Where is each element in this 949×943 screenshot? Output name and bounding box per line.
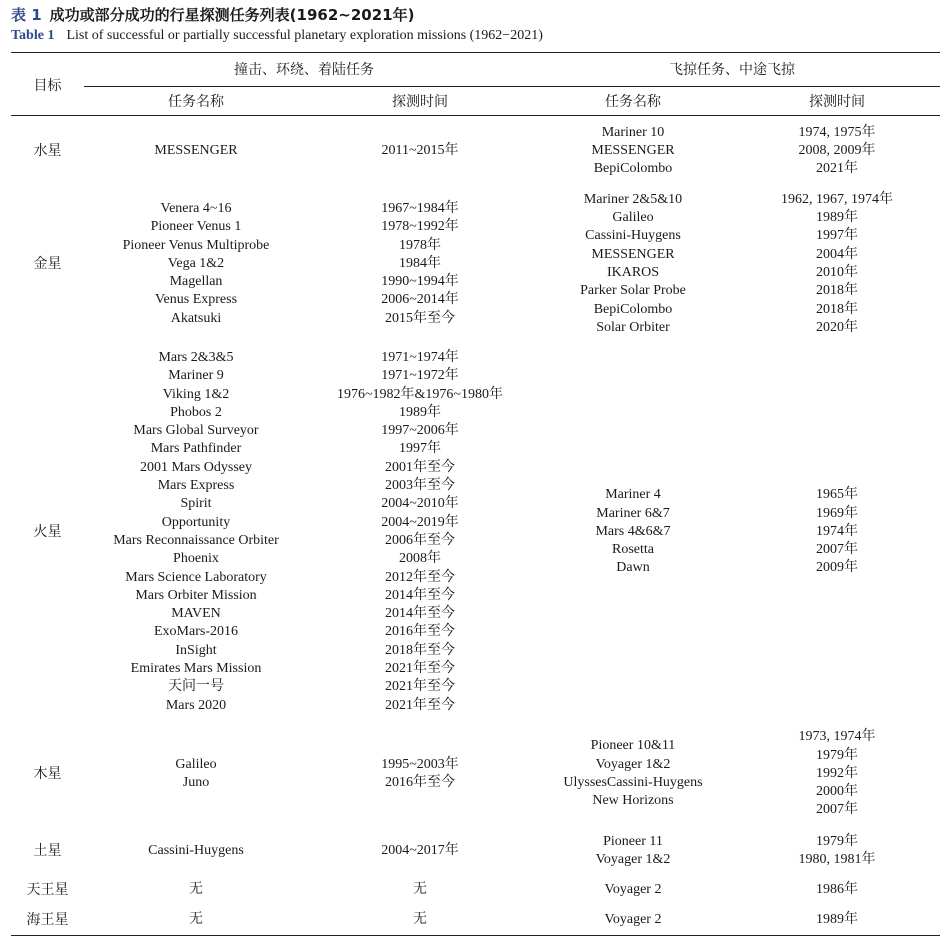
- cell-line: 1962, 1967, 1974年: [781, 191, 893, 207]
- cell-line: Dawn: [616, 560, 650, 576]
- orbit-times-cell: [308, 881, 532, 899]
- cell-line: Pioneer Venus Multiprobe: [122, 237, 270, 253]
- cell-line: Pioneer 11: [603, 833, 663, 849]
- cell-line: 2014年至今: [385, 587, 455, 603]
- cell-line: Mars Reconnaissance Orbiter: [113, 532, 279, 548]
- cell-line: MAVEN: [171, 606, 221, 622]
- cell-line: 1980, 1981年: [798, 851, 876, 867]
- cell-line: Venera 4~16: [160, 200, 232, 216]
- orbit-names-cell: [84, 200, 308, 328]
- cell-line: Galileo: [175, 756, 217, 772]
- cell-line: 1997年: [399, 441, 441, 457]
- flyby-names-cell: [532, 911, 734, 929]
- cell-line: 2007年: [816, 542, 858, 558]
- cell-line: Phoenix: [173, 551, 219, 567]
- cell-line: MESSENGER: [591, 142, 675, 158]
- cell-line: Opportunity: [161, 514, 231, 530]
- cell-line: 1976~1982年&1976~1980年: [336, 386, 504, 402]
- cell-line: Spirit: [180, 496, 212, 512]
- flyby-names-cell: [532, 737, 734, 810]
- cell-line: 2021年至今: [385, 679, 455, 695]
- target-label: 土星: [33, 842, 62, 859]
- orbit-names-cell: [84, 911, 308, 929]
- cell-line: 2008, 2009年: [798, 142, 876, 158]
- cell-line: Viking 1&2: [162, 386, 230, 402]
- flyby-names-cell: [532, 191, 734, 337]
- cell-line: 1992年: [816, 765, 858, 781]
- cell-line: Emirates Mars Mission: [130, 661, 262, 677]
- cell-line: Pioneer Venus 1: [150, 219, 242, 235]
- cell-line: Mars Orbiter Mission: [135, 587, 257, 603]
- cell-line: ExoMars-2016: [154, 624, 238, 640]
- cell-line: Mars 4&6&7: [595, 523, 671, 539]
- cell-line: Mariner 4: [605, 487, 661, 503]
- flyby-times-cell: [734, 911, 940, 929]
- cell-line: MESSENGER: [154, 142, 238, 158]
- header-flyby-time: 探测时间: [809, 94, 865, 110]
- orbit-times-cell: [308, 349, 532, 715]
- table-caption-en: [11, 28, 543, 44]
- target-label: 木星: [33, 765, 62, 782]
- cell-line: Mariner 10: [601, 124, 665, 140]
- cell-line: 1973, 1974年: [798, 729, 876, 745]
- header-group-rule: [84, 86, 940, 87]
- header-orbit-time: 探测时间: [392, 94, 448, 110]
- cell-line: 1997年: [816, 228, 858, 244]
- cell-line: 2021年至今: [385, 697, 455, 713]
- cell-line: 1989年: [816, 911, 858, 927]
- cell-line: 1979年: [816, 833, 858, 849]
- cell-line: 1967~1984年: [381, 200, 459, 216]
- flyby-times-cell: [734, 881, 940, 899]
- header-bottom-rule: [11, 115, 940, 116]
- header-orbit-name: 任务名称: [168, 94, 224, 110]
- flyby-names-cell: [532, 486, 734, 577]
- orbit-times-cell: [308, 842, 532, 860]
- header-group-orbit: 撞击、环绕、着陆任务: [234, 62, 374, 78]
- cell-line: 1969年: [816, 505, 858, 521]
- cell-line: 2015年至今: [385, 310, 455, 326]
- orbit-names-cell: [84, 881, 308, 899]
- cell-line: Mariner 2&5&10: [583, 191, 683, 207]
- table-caption-cn: [11, 4, 414, 25]
- cell-line: Mars 2&3&5: [158, 350, 234, 365]
- flyby-times-cell: [734, 191, 940, 337]
- cell-line: 1997~2006年: [381, 423, 459, 439]
- table-bottom-rule: [11, 935, 940, 936]
- cell-line: Mars Express: [157, 478, 235, 494]
- flyby-times-cell: [734, 124, 940, 179]
- cell-line: 2020年: [816, 319, 858, 335]
- cell-line: InSight: [175, 642, 217, 658]
- cell-line: Mariner 9: [168, 368, 224, 384]
- cell-line: 2018年: [816, 283, 858, 299]
- cell-line: 1990~1994年: [381, 274, 459, 290]
- cell-line: 无: [189, 911, 203, 927]
- cell-line: UlyssesCassini-Huygens: [563, 774, 703, 790]
- header-group-flyby: 飞掠任务、中途飞掠: [669, 62, 795, 78]
- cell-line: 2014年至今: [385, 606, 455, 622]
- orbit-names-cell: [84, 842, 308, 860]
- cell-line: 2004~2017年: [381, 842, 459, 858]
- cell-line: 1995~2003年: [381, 756, 459, 772]
- target-cell: [11, 255, 84, 273]
- table-top-rule: [11, 52, 940, 53]
- cell-line: 1986年: [816, 881, 858, 897]
- flyby-times-cell: [734, 833, 940, 870]
- cell-line: Vega 1&2: [167, 255, 225, 271]
- cell-line: 2004~2010年: [381, 496, 459, 512]
- cell-line: 无: [189, 881, 203, 897]
- target-cell: [11, 765, 84, 783]
- header-target: 目标: [33, 78, 62, 94]
- cell-line: 1984年: [399, 255, 441, 271]
- cell-line: 1979年: [816, 747, 858, 763]
- table-label-en: Table 1: [11, 28, 55, 43]
- orbit-names-cell: [84, 142, 308, 160]
- cell-line: Phobos 2: [170, 404, 222, 420]
- cell-line: 1971~1972年: [381, 368, 459, 384]
- cell-line: 2010年: [816, 264, 858, 280]
- orbit-names-cell: [84, 756, 308, 793]
- cell-line: 2001年至今: [385, 459, 455, 475]
- cell-line: Cassini-Huygens: [148, 842, 244, 858]
- orbit-times-cell: [308, 142, 532, 160]
- cell-line: New Horizons: [592, 793, 674, 809]
- cell-line: 2000年: [816, 784, 858, 800]
- flyby-names-cell: [532, 124, 734, 179]
- cell-line: Mars Global Surveyor: [133, 423, 259, 439]
- cell-line: Mars 2020: [165, 697, 227, 713]
- cell-line: 无: [413, 911, 427, 927]
- target-cell: [11, 842, 84, 860]
- flyby-times-cell: [734, 486, 940, 577]
- cell-line: Cassini-Huygens: [585, 228, 681, 244]
- orbit-names-cell: [84, 349, 308, 715]
- cell-line: 2011~2015年: [381, 142, 459, 158]
- target-label: 火星: [33, 523, 62, 540]
- cell-line: Mars Science Laboratory: [125, 569, 267, 585]
- cell-line: 1989年: [816, 210, 858, 226]
- cell-line: 天问一号: [168, 679, 224, 695]
- cell-line: Akatsuki: [170, 310, 222, 326]
- cell-line: 2009年: [816, 560, 858, 576]
- header-flyby-name: 任务名称: [605, 94, 661, 110]
- cell-line: 2018年: [816, 301, 858, 317]
- cell-line: 1971~1974年: [381, 350, 459, 365]
- cell-line: 无: [413, 881, 427, 897]
- cell-line: Mariner 6&7: [596, 505, 670, 521]
- cell-line: 1978年: [399, 237, 441, 253]
- cell-line: IKAROS: [606, 264, 660, 280]
- cell-line: 2006~2014年: [381, 292, 459, 308]
- cell-line: Voyager 1&2: [595, 756, 671, 772]
- cell-line: Voyager 1&2: [595, 851, 671, 867]
- table-title-en: List of successful or partially successful planetary exploration missions (1962−2021): [66, 28, 543, 43]
- flyby-names-cell: [532, 833, 734, 870]
- cell-line: Voyager 2: [604, 881, 662, 897]
- cell-line: Mars Pathfinder: [150, 441, 242, 457]
- target-label: 水星: [33, 142, 62, 159]
- target-label: 天王星: [26, 881, 69, 898]
- cell-line: 2016年至今: [385, 774, 455, 790]
- cell-line: BepiColombo: [593, 161, 673, 177]
- orbit-times-cell: [308, 911, 532, 929]
- cell-line: Galileo: [612, 210, 654, 226]
- cell-line: Magellan: [169, 274, 223, 290]
- table-label-cn: 表 1: [11, 6, 42, 24]
- table-title-cn: 成功或部分成功的行星探测任务列表(1962~2021年): [49, 6, 415, 24]
- orbit-times-cell: [308, 200, 532, 328]
- cell-line: MESSENGER: [591, 246, 675, 262]
- target-cell: [11, 523, 84, 541]
- cell-line: Solar Orbiter: [596, 319, 670, 335]
- target-label: 金星: [33, 255, 62, 272]
- cell-line: Parker Solar Probe: [580, 283, 686, 299]
- cell-line: 1974年: [816, 523, 858, 539]
- cell-line: 2021年至今: [385, 661, 455, 677]
- cell-line: Voyager 2: [604, 911, 662, 927]
- target-cell: [11, 881, 84, 899]
- target-cell: [11, 142, 84, 160]
- cell-line: 1978~1992年: [381, 219, 459, 235]
- cell-line: 2006年至今: [385, 532, 455, 548]
- cell-line: 2012年至今: [385, 569, 455, 585]
- target-label: 海王星: [26, 911, 69, 928]
- flyby-times-cell: [734, 728, 940, 819]
- cell-line: 1974, 1975年: [798, 124, 876, 140]
- cell-line: Venus Express: [154, 292, 238, 308]
- target-cell: [11, 911, 84, 929]
- cell-line: 2001 Mars Odyssey: [140, 459, 252, 475]
- cell-line: 1989年: [399, 404, 441, 420]
- cell-line: 2004~2019年: [381, 514, 459, 530]
- cell-line: 2004年: [816, 246, 858, 262]
- cell-line: 1965年: [816, 487, 858, 503]
- cell-line: Rosetta: [612, 542, 654, 558]
- cell-line: Pioneer 10&11: [590, 738, 676, 754]
- cell-line: 2003年至今: [385, 478, 455, 494]
- cell-line: 2018年至今: [385, 642, 455, 658]
- cell-line: BepiColombo: [593, 301, 673, 317]
- cell-line: 2007年: [816, 802, 858, 818]
- orbit-times-cell: [308, 756, 532, 793]
- cell-line: 2021年: [816, 161, 858, 177]
- flyby-names-cell: [532, 881, 734, 899]
- cell-line: 2016年至今: [385, 624, 455, 640]
- cell-line: 2008年: [399, 551, 441, 567]
- cell-line: Juno: [182, 774, 210, 790]
